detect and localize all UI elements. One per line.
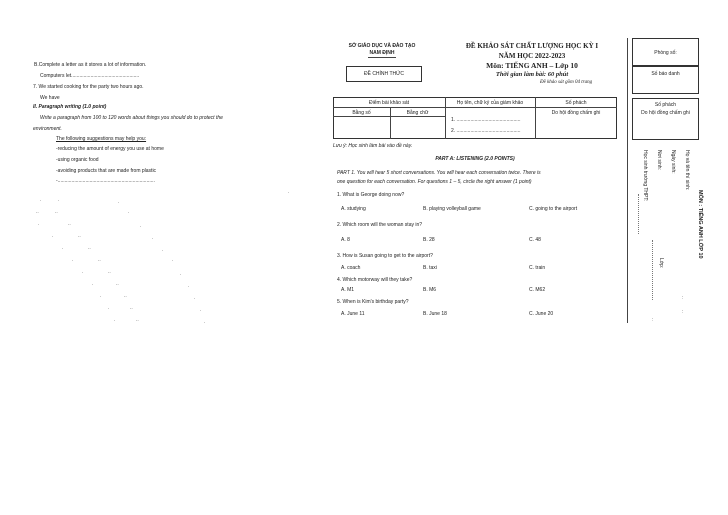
- school-vertical: Học sinh trường THPT:: [642, 150, 648, 202]
- code-label-note: Do hội đồng chấm ghi: [641, 110, 690, 116]
- question-3: 3. How is Susan going to get to the airport?: [337, 253, 433, 259]
- examiner-1: 1. ..............................................: [451, 117, 521, 123]
- question-5-option-a[interactable]: A. June 11: [341, 311, 365, 317]
- cut-line: [627, 38, 628, 323]
- question-4-option-b[interactable]: B. M6: [423, 287, 437, 293]
- examiner-header: Họ tên, chữ ký của giám khảo: [456, 100, 524, 106]
- score-header: Điểm bài khảo sát: [368, 100, 410, 106]
- question-1-option-c[interactable]: C. going to the airport: [529, 206, 578, 212]
- question-1: 1. What is George doing now?: [337, 192, 405, 198]
- question-2: 2. Which room will the woman stay in?: [337, 222, 423, 228]
- class-vertical: Lớp:: [658, 258, 664, 269]
- exam-pages: Đề khảo sát gồm 04 trang: [540, 80, 593, 85]
- writing-instruction-1: Write a paragraph from 100 to 120 words about things you should do to protect the: [40, 115, 223, 121]
- suggestion-2: -using organic food: [56, 157, 99, 163]
- exam-title: ĐỀ KHẢO SÁT CHẤT LƯỢNG HỌC KỲ I: [465, 42, 599, 50]
- examiner-2: 2. ..............................................: [451, 128, 521, 134]
- question-2-option-a[interactable]: A. 8: [341, 237, 350, 243]
- question-5-option-c[interactable]: C. June 20: [529, 311, 554, 317]
- official-stamp: ĐỀ CHÍNH THỨC: [346, 66, 422, 82]
- left-line-3: 7. We started cooking for the party two hours ago.: [33, 84, 144, 90]
- subject-vertical: MÔN : TIẾNG ANH LỚP 10: [697, 190, 703, 259]
- question-2-option-b[interactable]: B. 28: [423, 237, 435, 243]
- exam-duration: Thời gian làm bài: 60 phút: [495, 71, 569, 78]
- question-1-option-a[interactable]: A. studying: [341, 206, 366, 212]
- question-3-option-b[interactable]: B. taxi: [423, 265, 437, 271]
- question-1-option-b[interactable]: B. playing volleyball game: [423, 206, 481, 212]
- question-4-option-c[interactable]: C. M62: [529, 287, 546, 293]
- exam-subject: Môn: TIẾNG ANH – Lớp 10: [486, 61, 578, 70]
- writing-instruction-2: environment.: [33, 126, 62, 132]
- header-rule: [368, 57, 396, 58]
- dob-vertical: Ngày sinh:: [670, 150, 676, 174]
- suggestion-3: -avoiding products that are made from plastic: [56, 168, 157, 174]
- part-1-instruction-2: one question for each conversation. For questions 1 – 5, circle the right answer (1 point): [337, 179, 532, 185]
- question-5-option-b[interactable]: B. June 18: [423, 311, 447, 317]
- score-in-words: Bằng chữ: [406, 110, 429, 116]
- note: Lưu ý: Học sinh làm bài vào đề này.: [333, 143, 413, 149]
- room-number-box: [632, 38, 699, 66]
- pob-vertical: Nơi sinh:: [656, 150, 662, 170]
- exam-year: NĂM HỌC 2022-2023: [498, 52, 566, 60]
- candidate-number-label: Số báo danh: [651, 71, 680, 77]
- department-name: SỞ GIÁO DỤC VÀ ĐÀO TẠO: [348, 43, 416, 49]
- part-a-title: PART A: LISTENING (2.0 POINTS): [435, 156, 515, 162]
- left-line-4: We have: [40, 95, 60, 101]
- candidate-name-vertical: Họ và tên thí sinh:: [684, 150, 690, 191]
- question-2-option-c[interactable]: C. 48: [529, 237, 541, 243]
- room-number-label: Phòng số:: [654, 50, 677, 56]
- question-5: 5. When is Kim's birthday party?: [337, 299, 409, 305]
- left-line-2: Computers let.................................................: [40, 73, 140, 79]
- code-label: Số phách: [654, 102, 677, 108]
- left-line-1: B.Complete a letter as it stores a lot of information.: [34, 62, 147, 68]
- code-box: [632, 98, 699, 140]
- part-1-instruction-1: PART 1. You will hear 5 short conversations. You will hear each conversation twice. There is: [337, 170, 541, 176]
- candidate-number-box: [632, 66, 699, 94]
- score-in-number: Bằng số: [352, 110, 371, 116]
- question-4: 4. Which motorway will they take?: [337, 277, 413, 283]
- writing-section-title: II. Paragraph writing (1.0 point): [33, 104, 107, 110]
- suggestions-heading: The following suggestions may help you:: [56, 136, 147, 142]
- suggestion-1: -reducing the amount of energy you use at home: [56, 146, 164, 152]
- question-3-option-c[interactable]: C. train: [529, 265, 546, 271]
- code-header: Số phách: [565, 100, 587, 106]
- department-province: NAM ĐỊNH: [369, 50, 395, 56]
- question-4-option-a[interactable]: A. M1: [341, 287, 355, 293]
- code-note: Do hội đồng chấm ghi: [551, 110, 601, 116]
- question-3-option-a[interactable]: A. coach: [341, 265, 361, 271]
- suggestion-4: -......................................................................: [56, 178, 155, 184]
